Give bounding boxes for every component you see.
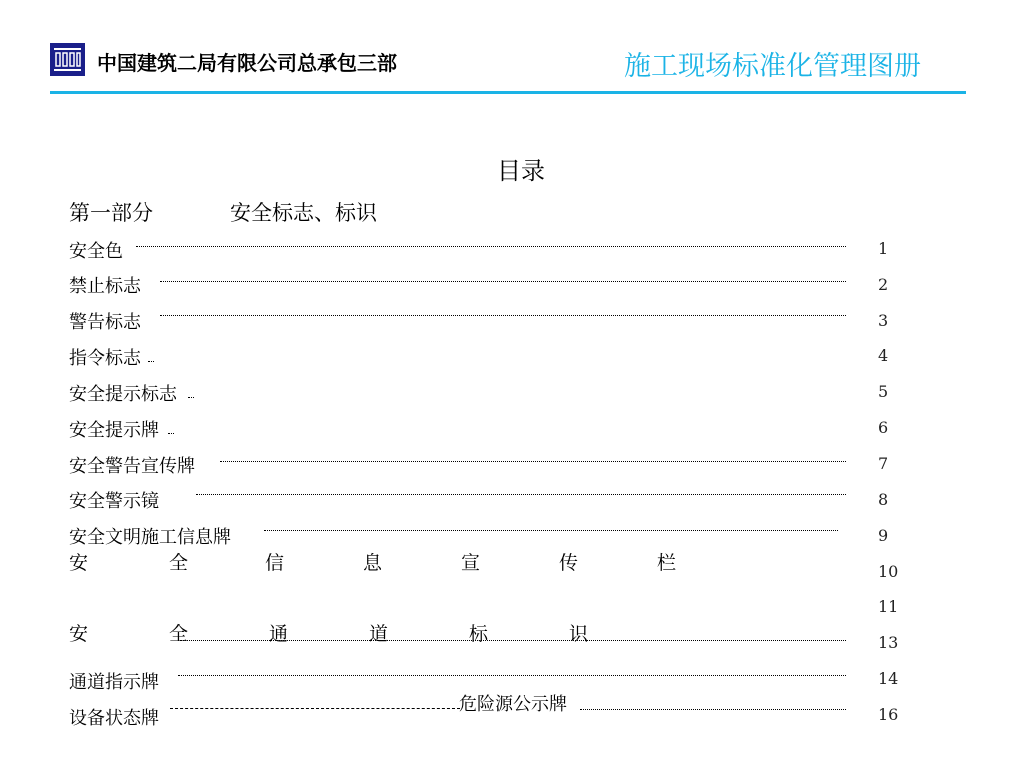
spaced-char: 栏 bbox=[657, 552, 677, 574]
toc-leader bbox=[168, 433, 174, 434]
toc-entry-label[interactable]: 安全警告宣传牌 bbox=[69, 452, 195, 478]
toc-leader bbox=[178, 675, 846, 676]
toc-leader bbox=[220, 461, 846, 462]
spaced-char: 传 bbox=[559, 552, 579, 574]
toc-entry-label[interactable]: 安全警示镜 bbox=[69, 487, 159, 513]
toc-leader bbox=[196, 494, 846, 495]
toc-entry-label[interactable]: 禁止标志 bbox=[69, 272, 141, 298]
toc-leader bbox=[160, 315, 846, 316]
toc-entry-spaced[interactable] bbox=[69, 548, 689, 574]
toc-leader bbox=[188, 397, 194, 398]
toc-page-number: 8 bbox=[878, 490, 889, 509]
toc-leader bbox=[136, 246, 846, 247]
spaced-char: 安 bbox=[69, 552, 89, 574]
toc-leader bbox=[580, 709, 846, 710]
toc-leader-dashed bbox=[170, 708, 460, 709]
toc-page-number: 3 bbox=[878, 311, 889, 330]
toc-page-number: 1 bbox=[878, 239, 889, 258]
toc-page-number: 2 bbox=[878, 275, 889, 294]
toc-entry-label[interactable]: 通道指示牌 bbox=[69, 668, 159, 694]
spaced-char: 全 bbox=[169, 552, 189, 574]
toc-entry-label[interactable]: 安全文明施工信息牌 bbox=[69, 523, 231, 549]
toc-entry-label[interactable]: 安全色 bbox=[69, 237, 123, 263]
toc-page-number: 5 bbox=[878, 382, 889, 401]
toc-page-number: 13 bbox=[878, 633, 899, 652]
spaced-char: 安 bbox=[69, 623, 89, 645]
spaced-char: 信 bbox=[265, 552, 285, 574]
toc-entry-label[interactable]: 安全提示标志 bbox=[69, 380, 177, 406]
toc-entry-label[interactable]: 指令标志 bbox=[69, 344, 141, 370]
toc-page-number: 6 bbox=[878, 418, 889, 437]
toc-page-number: 16 bbox=[878, 705, 899, 724]
spaced-char: 识 bbox=[569, 623, 589, 645]
toc-entry-overlay[interactable]: 危险源公示牌 bbox=[459, 694, 567, 715]
toc-page-number: 11 bbox=[878, 597, 899, 616]
section-title: 安全标志、标识 bbox=[230, 201, 377, 225]
section-heading bbox=[69, 197, 377, 227]
toc-page-number: 9 bbox=[878, 526, 889, 545]
company-name: 中国建筑二局有限公司总承包三部 bbox=[97, 51, 397, 75]
spaced-char: 道 bbox=[369, 623, 389, 645]
toc-leader bbox=[160, 281, 846, 282]
toc-entry-spaced[interactable] bbox=[69, 619, 609, 645]
spaced-char: 标 bbox=[469, 623, 489, 645]
spaced-char: 通 bbox=[269, 623, 289, 645]
toc-leader bbox=[264, 530, 838, 531]
cscec-logo-icon bbox=[50, 43, 85, 76]
toc-entry-label[interactable]: 警告标志 bbox=[69, 308, 141, 334]
toc-page-number: 14 bbox=[878, 669, 899, 688]
toc-entry-label[interactable]: 安全提示牌 bbox=[69, 416, 159, 442]
toc-leader bbox=[148, 361, 154, 362]
spaced-char: 宣 bbox=[461, 552, 481, 574]
toc-entry-label[interactable]: 设备状态牌 bbox=[69, 708, 159, 729]
company-logo bbox=[50, 43, 85, 76]
document-title: 施工现场标准化管理图册 bbox=[624, 51, 921, 82]
header-divider bbox=[50, 91, 966, 94]
spaced-char: 息 bbox=[363, 552, 383, 574]
toc-page-number: 10 bbox=[878, 562, 899, 581]
toc-heading: 目录 bbox=[497, 157, 545, 185]
toc-page-number: 4 bbox=[878, 346, 889, 365]
section-part: 第一部分 bbox=[69, 201, 153, 225]
toc-page-number: 7 bbox=[878, 454, 889, 473]
spaced-char: 全 bbox=[169, 623, 189, 645]
